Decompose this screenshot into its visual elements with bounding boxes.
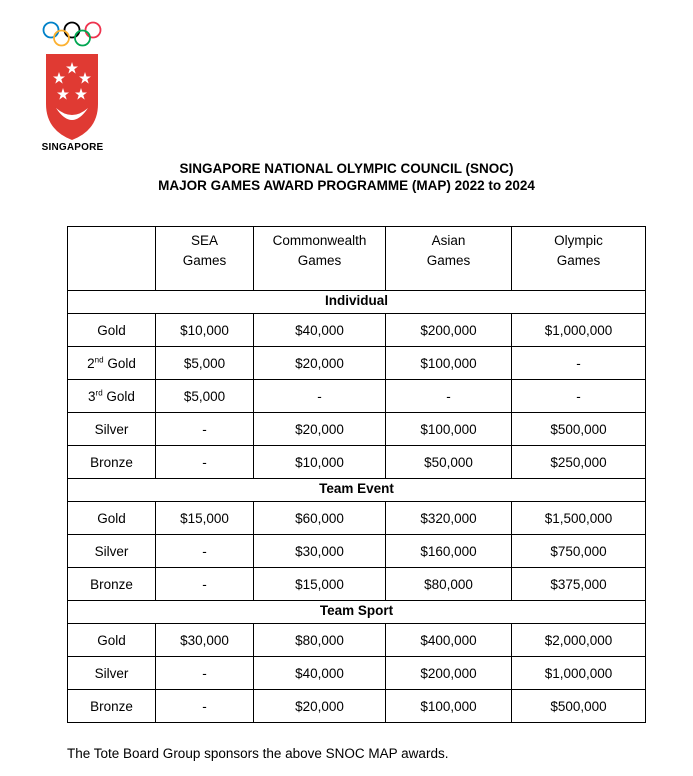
award-table <box>67 226 646 723</box>
medal-cell: Silver <box>68 535 156 568</box>
award-value-cell: $50,000 <box>386 446 512 479</box>
header-cell: Commonwealth Games <box>254 227 386 291</box>
medal-cell: Bronze <box>68 568 156 601</box>
award-value-cell: $400,000 <box>386 624 512 657</box>
table-row <box>68 657 646 690</box>
award-value-cell: $250,000 <box>512 446 646 479</box>
award-value-cell: $15,000 <box>156 502 254 535</box>
award-value-cell: $200,000 <box>386 657 512 690</box>
medal-cell: Gold <box>68 624 156 657</box>
award-value-cell: $100,000 <box>386 347 512 380</box>
table-row <box>68 380 646 413</box>
award-value-cell: $60,000 <box>254 502 386 535</box>
award-value-cell: $20,000 <box>254 347 386 380</box>
award-value-cell: - <box>156 413 254 446</box>
table-row <box>68 446 646 479</box>
award-value-cell: $1,000,000 <box>512 314 646 347</box>
award-value-cell: - <box>156 446 254 479</box>
table-row <box>68 690 646 723</box>
table-header-row <box>68 227 646 291</box>
section-title: Team Event <box>68 479 646 502</box>
award-value-cell: $10,000 <box>156 314 254 347</box>
award-value-cell: $20,000 <box>254 690 386 723</box>
award-value-cell: $5,000 <box>156 380 254 413</box>
award-value-cell: $375,000 <box>512 568 646 601</box>
award-value-cell: $20,000 <box>254 413 386 446</box>
heading-line-1: SINGAPORE NATIONAL OLYMPIC COUNCIL (SNOC) <box>179 161 514 176</box>
footer-note: The Tote Board Group sponsors the above SNOC MAP awards. <box>67 746 449 761</box>
medal-cell: Bronze <box>68 690 156 723</box>
award-value-cell: - <box>254 380 386 413</box>
table-row <box>68 347 646 380</box>
page-heading <box>0 160 693 194</box>
header-cell: Olympic Games <box>512 227 646 291</box>
award-value-cell: $30,000 <box>156 624 254 657</box>
medal-cell: 3rd Gold <box>68 380 156 413</box>
award-value-cell: $15,000 <box>254 568 386 601</box>
award-value-cell: $80,000 <box>386 568 512 601</box>
medal-cell: Bronze <box>68 446 156 479</box>
award-value-cell: $100,000 <box>386 690 512 723</box>
award-value-cell: $40,000 <box>254 657 386 690</box>
award-value-cell: $500,000 <box>512 413 646 446</box>
award-value-cell: $5,000 <box>156 347 254 380</box>
table-row <box>68 413 646 446</box>
award-value-cell: - <box>386 380 512 413</box>
award-value-cell: $320,000 <box>386 502 512 535</box>
award-value-cell: $750,000 <box>512 535 646 568</box>
header-cell: SEA Games <box>156 227 254 291</box>
medal-cell: Silver <box>68 657 156 690</box>
award-value-cell: $160,000 <box>386 535 512 568</box>
award-value-cell: - <box>512 347 646 380</box>
award-value-cell: $2,000,000 <box>512 624 646 657</box>
section-row <box>68 601 646 624</box>
olympic-rings-icon <box>42 20 102 50</box>
award-value-cell: - <box>156 568 254 601</box>
logo-text: SINGAPORE <box>41 142 104 153</box>
award-value-cell: $100,000 <box>386 413 512 446</box>
award-value-cell: $80,000 <box>254 624 386 657</box>
award-value-cell: $200,000 <box>386 314 512 347</box>
heading-line-2: MAJOR GAMES AWARD PROGRAMME (MAP) 2022 to 2024 <box>158 178 535 193</box>
section-title: Individual <box>68 291 646 314</box>
singapore-shield-icon <box>44 52 100 142</box>
table-row <box>68 568 646 601</box>
medal-cell: 2nd Gold <box>68 347 156 380</box>
header-corner-cell <box>68 227 156 291</box>
table-row <box>68 314 646 347</box>
award-value-cell: $40,000 <box>254 314 386 347</box>
table-row <box>68 502 646 535</box>
award-value-cell: $1,500,000 <box>512 502 646 535</box>
award-value-cell: - <box>156 657 254 690</box>
medal-cell: Silver <box>68 413 156 446</box>
table-row <box>68 535 646 568</box>
header-cell: Asian Games <box>386 227 512 291</box>
section-title: Team Sport <box>68 601 646 624</box>
section-row <box>68 291 646 314</box>
award-value-cell: $30,000 <box>254 535 386 568</box>
award-value-cell: $500,000 <box>512 690 646 723</box>
medal-cell: Gold <box>68 502 156 535</box>
award-value-cell: - <box>512 380 646 413</box>
section-row <box>68 479 646 502</box>
award-value-cell: - <box>156 535 254 568</box>
award-value-cell: $1,000,000 <box>512 657 646 690</box>
award-value-cell: - <box>156 690 254 723</box>
award-value-cell: $10,000 <box>254 446 386 479</box>
table-row <box>68 624 646 657</box>
medal-cell: Gold <box>68 314 156 347</box>
